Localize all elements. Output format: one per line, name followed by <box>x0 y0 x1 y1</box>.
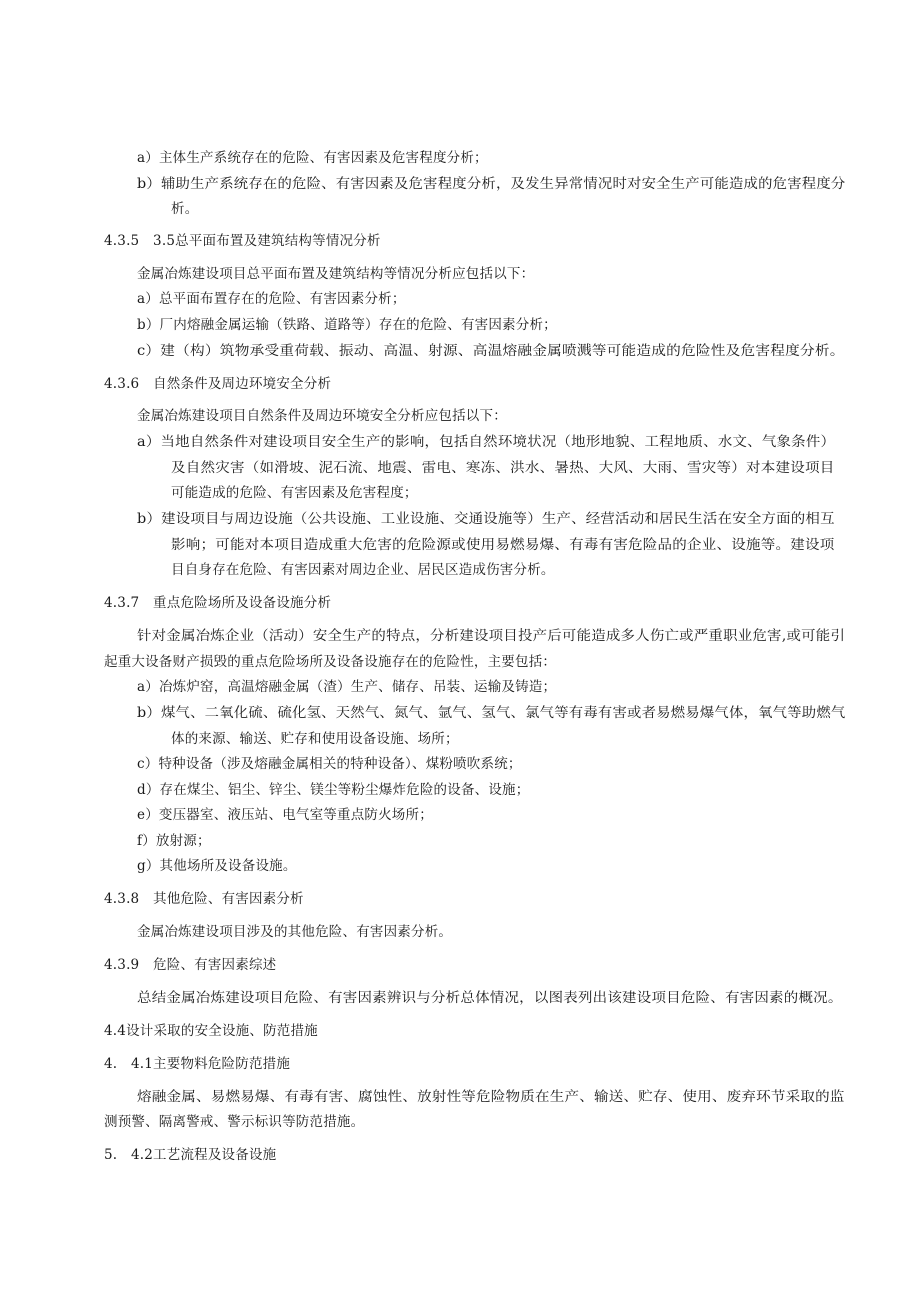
text-line-p441a: 熔融金属、易燃易爆、有毒有害、腐蚀性、放射性等危险物质在生产、输送、贮存、使用、废弃环节采取的监 <box>137 1089 845 1105</box>
text-line-p441b: 测预警、隔离警戒、警示标识等防范措施。 <box>104 1114 365 1130</box>
text-line-b3: b）建设项目与周边设施（公共设施、工业设施、交通设施等）生产、经营活动和居民生活在安全方面的相互 <box>137 511 835 527</box>
text-line-g4: g）其他场所及设备设施。 <box>137 858 297 874</box>
text-line-h439: 4.3.9 危险、有害因素综述 <box>104 957 277 973</box>
text-line-b2: b）厂内熔融金属运输（铁路、道路等）存在的危险、有害因素分析； <box>137 317 557 333</box>
text-line-h437: 4.3.7 重点危险场所及设备设施分析 <box>104 595 332 611</box>
text-line-h441: 4. 4.1主要物料危险防范措施 <box>104 1056 291 1072</box>
text-line-h435: 4.3.5 3.5总平面布置及建筑结构等情况分析 <box>104 233 381 249</box>
text-line-p437a: 针对金属冶炼企业（活动）安全生产的特点，分析建设项目投产后可能造成多人伤亡或严重职业危害,或可能引 <box>137 628 846 644</box>
text-line-a1: a）主体生产系统存在的危险、有害因素及危害程度分析； <box>137 150 488 166</box>
text-line-a4: a）冶炼炉窑，高温熔融金属（渣）生产、储存、吊装、运输及铸造； <box>137 679 557 695</box>
text-line-h438: 4.3.8 其他危险、有害因素分析 <box>104 891 304 907</box>
text-line-h44: 4.4设计采取的安全设施、防范措施 <box>104 1023 318 1039</box>
text-line-b1: b）辅助生产系统存在的危险、有害因素及危害程度分析，及发生异常情况时对安全生产可能造成的危害程度分 <box>137 176 846 192</box>
text-line-p438: 金属冶炼建设项目涉及的其他危险、有害因素分析。 <box>137 924 453 940</box>
text-line-f4: f）放射源； <box>137 833 211 849</box>
text-line-c4: c）特种设备（涉及熔融金属相关的特种设备）、煤粉喷吹系统； <box>137 756 522 772</box>
text-line-b4c: 体的来源、输送、贮存和使用设备设施、场所； <box>171 731 459 747</box>
text-line-b3c2: 目自身存在危险、有害因素对周边企业、居民区造成伤害分析。 <box>171 562 555 578</box>
text-line-p435: 金属冶炼建设项目总平面布置及建筑结构等情况分析应包括以下： <box>137 266 535 282</box>
text-line-p439: 总结金属冶炼建设项目危险、有害因素辨识与分析总体情况，以图表列出该建设项目危险、有害因素的概况。 <box>137 990 843 1006</box>
text-line-b4: b）煤气、二氧化硫、硫化氢、天然气、氮气、氩气、氢气、氯气等有毒有害或者易燃易爆气体，氧气等助燃气 <box>137 705 846 721</box>
text-line-b3c1: 影响；可能对本项目造成重大危害的危险源或使用易燃易爆、有毒有害危险品的企业、设施等。建设项 <box>171 537 835 553</box>
text-line-b1c: 析。 <box>171 201 199 217</box>
text-line-p436: 金属冶炼建设项目自然条件及周边环境安全分析应包括以下： <box>137 408 507 424</box>
text-line-p437b: 起重大设备财产损毁的重点危险场所及设备设施存在的危险性，主要包括： <box>104 654 557 670</box>
text-line-a2: a）总平面布置存在的危险、有害因素分析； <box>137 291 406 307</box>
text-line-e4: e）变压器室、液压站、电气室等重点防火场所； <box>137 807 433 823</box>
text-line-h436: 4.3.6 自然条件及周边环境安全分析 <box>104 376 332 392</box>
text-line-a3c2: 可能造成的危险、有害因素及危害程度； <box>171 485 418 501</box>
text-line-a3c1: 及自然灾害（如滑坡、泥石流、地震、雷电、寒冻、洪水、暑热、大风、大雨、雪灾等）对本建设项目 <box>171 460 835 476</box>
text-line-c2: c）建（构）筑物承受重荷载、振动、高温、射源、高温熔融金属喷溅等可能造成的危险性及危害程度分析。 <box>137 343 845 359</box>
text-line-a3: a）当地自然条件对建设项目安全生产的影响，包括自然环境状况（地形地貌、工程地质、水文、气象条件） <box>137 434 836 450</box>
text-line-h442: 5. 4.2工艺流程及设备设施 <box>104 1147 277 1163</box>
text-line-d4: d）存在煤尘、铝尘、锌尘、镁尘等粉尘爆炸危险的设备、设施； <box>137 782 530 798</box>
